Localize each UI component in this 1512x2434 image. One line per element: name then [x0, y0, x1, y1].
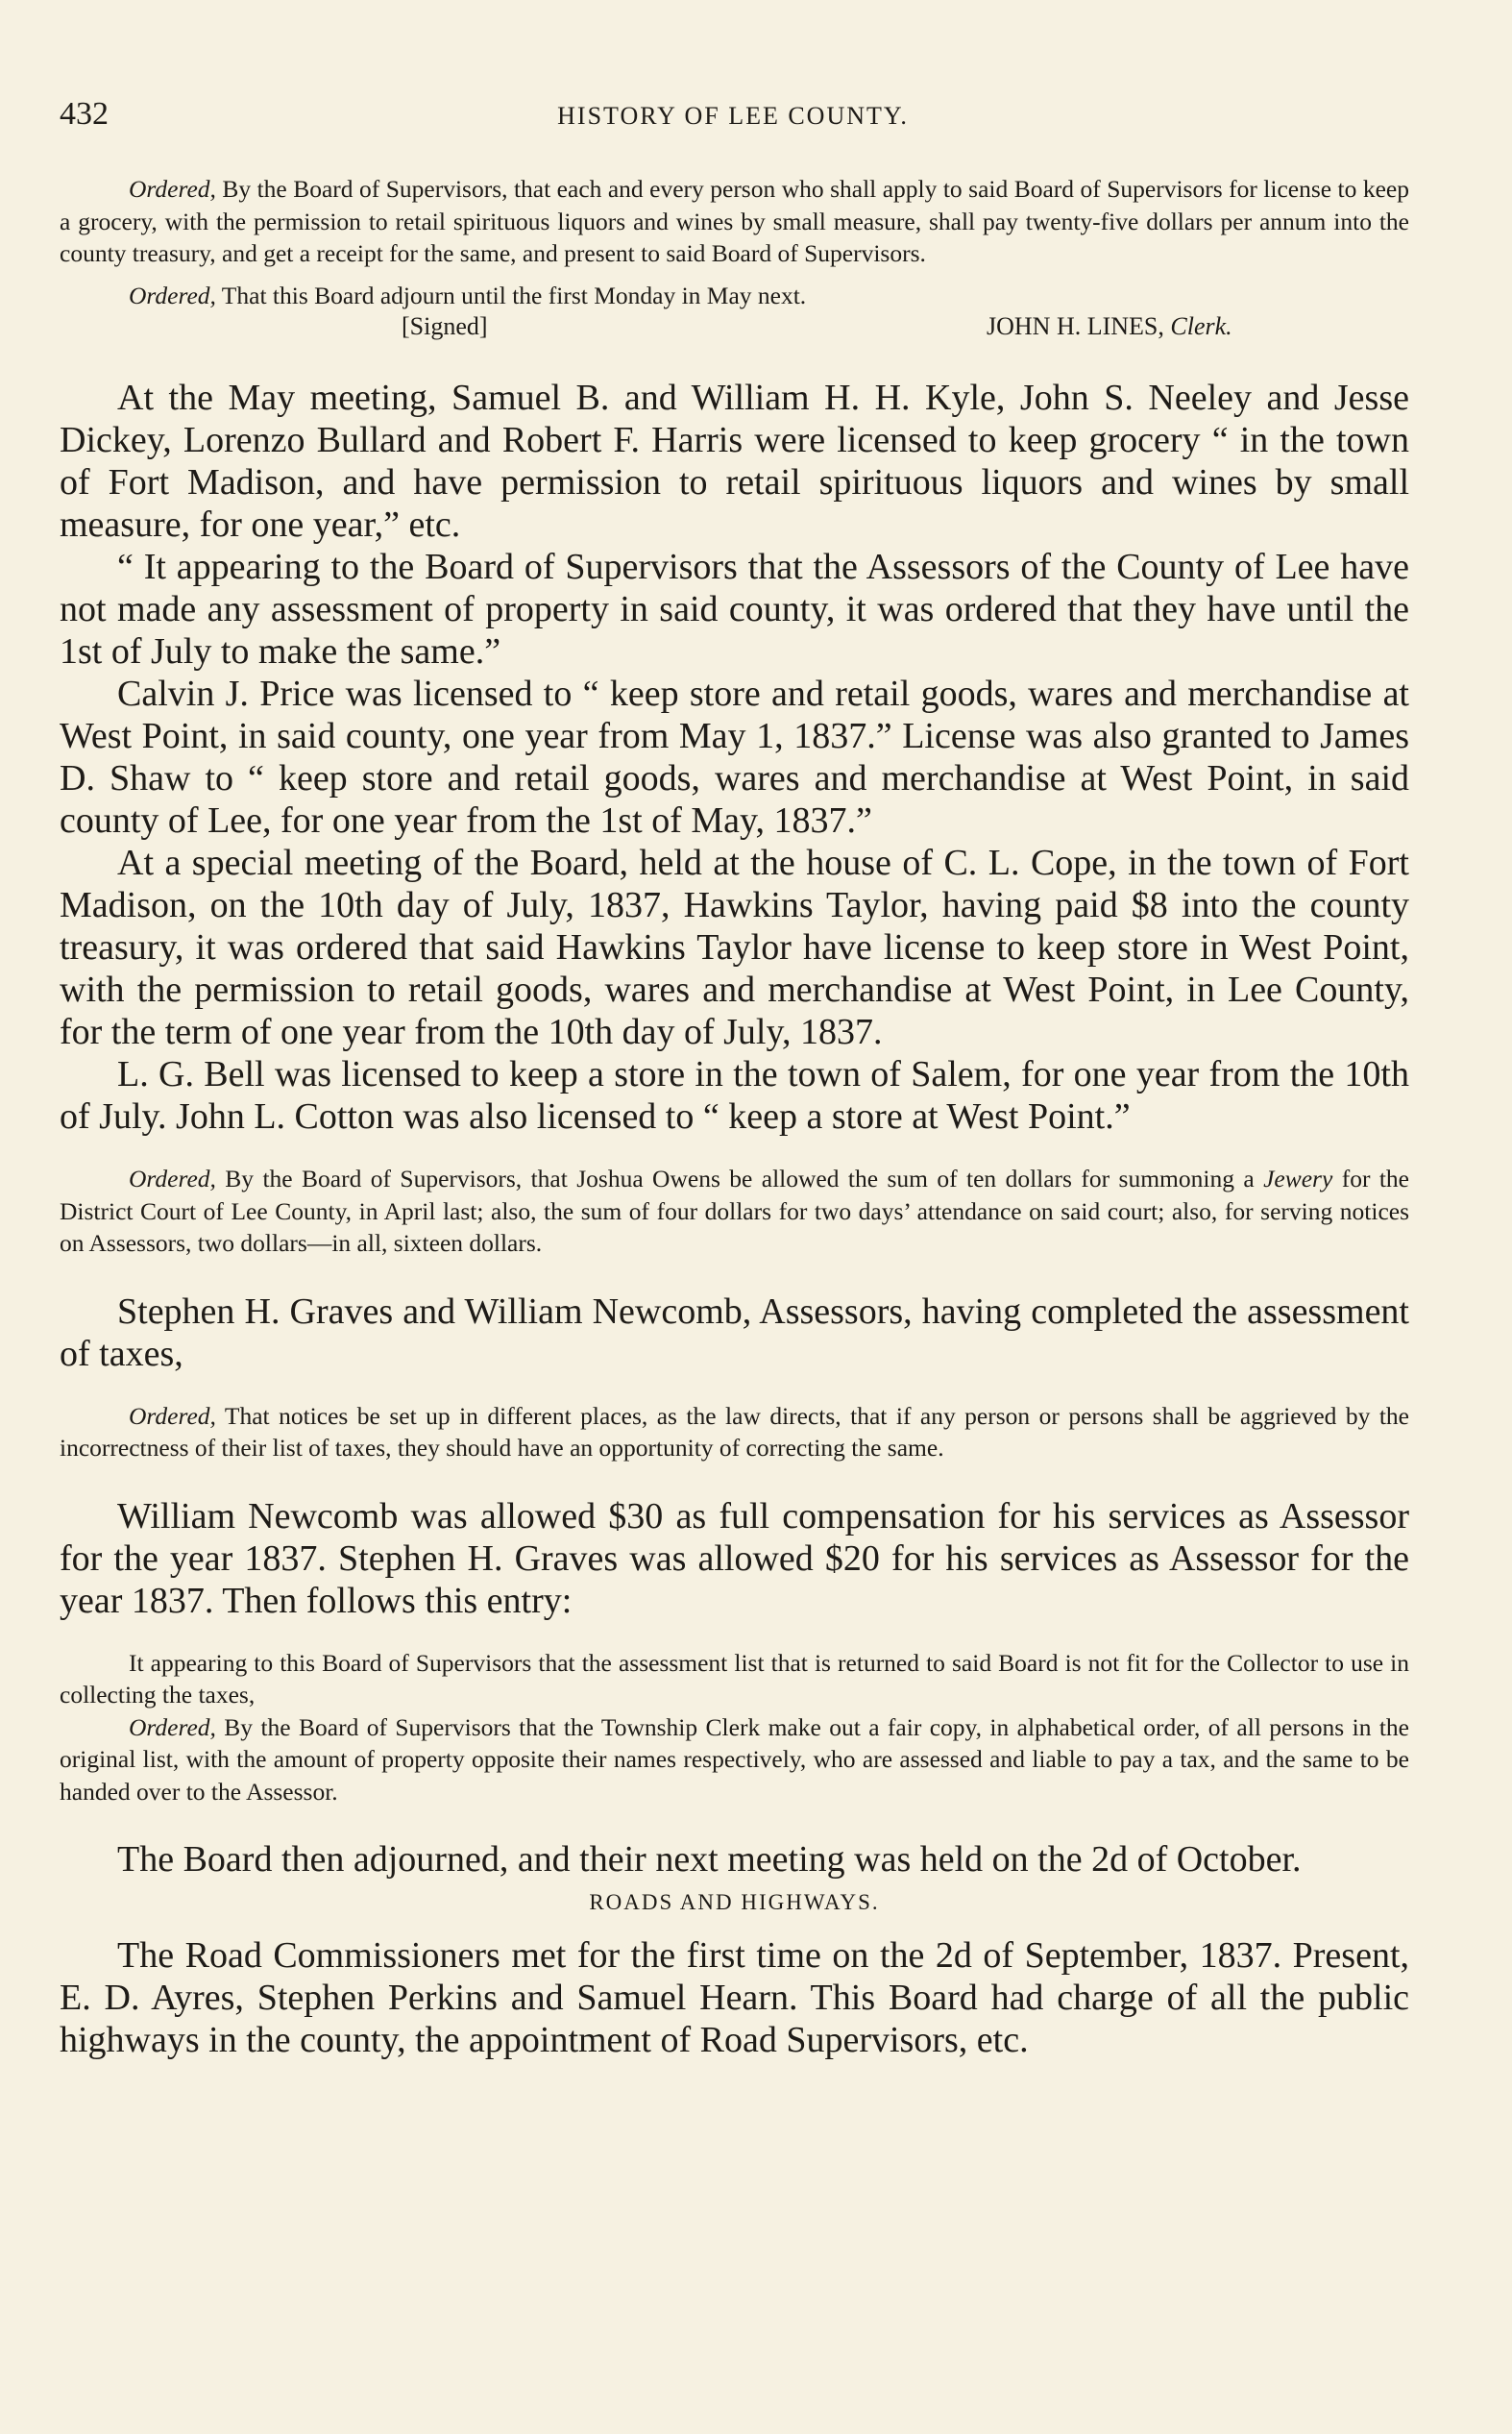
- order-notices: Ordered, That notices be set up in different places, as the law directs, that if any person or persons shall be aggrieved by the incorrectness of their list of taxes, they should have an opportunity of correcting the same.: [60, 1401, 1409, 1462]
- page-body: [60, 173, 1409, 2061]
- paragraph-assessment-list: It appearing to this Board of Supervisors that the assessment list that is returned to said Board is not fit for the Collector to use in collecting the taxes,: [60, 1648, 1409, 1709]
- ordered-lead: Ordered,: [129, 1401, 216, 1430]
- paragraph-special-meeting: At a special meeting of the Board, held at the house of C. L. Cope, in the town of Fort Madison, on the 10th day of July, 1837, Hawkins Taylor, having paid $8 into the county treasury, it was ordered that said Hawkins Taylor have license to keep store in West Point, with the permission to retail goods, wares and merchandise at West Point, in Lee County, for the term of one year from the 10th day of July, 1837.: [60, 843, 1409, 1052]
- paragraph-price-license: Calvin J. Price was licensed to “ keep store and retail goods, wares and merchandise at West Point, in said county, one year from May 1, 1837.” License was also granted to James D. Shaw to “ keep store and retail goods, wares and merchandise at West Point, in said county of Lee, for one year from the 1st of May, 1837.”: [60, 674, 1409, 841]
- paragraph-may-meeting: At the May meeting, Samuel B. and William H. H. Kyle, John S. Neeley and Jesse Dickey, Lorenzo Bullard and Robert F. Harris were licensed to keep grocery “ in the town of Fort Madison, and have permission to retail spirituous liquors and wines by small measure, for one year,” etc.: [60, 378, 1409, 545]
- signed-mark: [Signed]: [402, 312, 488, 340]
- paragraph-assessment: Stephen H. Graves and William Newcomb, Assessors, having completed the assessment of taxes,: [60, 1291, 1409, 1374]
- paragraph-adjourned: The Board then adjourned, and their next meeting was held on the 2d of October.: [117, 1839, 1302, 1880]
- page-number: 432: [60, 96, 109, 132]
- paragraph-assessors: “ It appearing to the Board of Supervisors that the Assessors of the County of Lee have not made any assessment of property in said county, it was ordered that they have until the 1st of July to make the same.”: [60, 547, 1409, 672]
- order-township-clerk: Ordered, By the Board of Supervisors that the Township Clerk make out a fair copy, in alphabetical order, of all persons in the original list, with the amount of property opposite their names respectively, who are assessed and liable to pay a tax, and the same to be handed over to the Assessor.: [60, 1712, 1409, 1806]
- ordered-lead: Ordered,: [129, 175, 216, 203]
- clerk-name: JOHN H. LINES, Clerk.: [987, 312, 1232, 340]
- ordered-lead: Ordered,: [129, 1712, 216, 1741]
- section-heading: ROADS AND HIGHWAYS.: [589, 1890, 880, 1914]
- paragraph-road-commissioners: The Road Commissioners met for the first time on the 2d of September, 1837. Present, E. D. Ayres, Stephen Perkins and Samuel Hearn. This Board had charge of all the public highways in the county, the appointment of Road Supervisors, etc.: [60, 1935, 1409, 2060]
- ordered-lead: Ordered,: [129, 1165, 216, 1192]
- paragraph-compensation: William Newcomb was allowed $30 as full compensation for his services as Assessor for the year 1837. Stephen H. Graves was allowed $20 for his services as Assessor for the year 1837. Then follows this entry:: [60, 1495, 1409, 1621]
- order-grocery-license: Ordered, By the Board of Supervisors, that each and every person who shall apply to said Board of Supervisors for license to keep a grocery, with the permission to retail spirituous liquors and wines by small measure, shall pay twenty-five dollars per annum into the county treasury, and get a receipt for the same, and present to said Board of Supervisors.: [60, 175, 1409, 267]
- page-header: [60, 96, 1406, 135]
- paragraph-bell-license: L. G. Bell was licensed to keep a store in the town of Salem, for one year from the 10th of July. John L. Cotton was also licensed to “ keep a store at West Point.”: [60, 1054, 1409, 1137]
- order-adjourn: Ordered, That this Board adjourn until the first Monday in May next.: [129, 281, 807, 309]
- clerk-signature: [60, 311, 1409, 344]
- ordered-lead: Ordered,: [129, 281, 216, 309]
- order-owens: Ordered, By the Board of Supervisors, that Joshua Owens be allowed the sum of ten dollars for summoning a Jewery for the District Court of Lee County, in April last; also, the sum of four dollars for two days’ attendance on said court; also, for serving notices on Assessors, two dollars—in all, sixteen dollars.: [60, 1165, 1409, 1257]
- running-title: HISTORY OF LEE COUNTY.: [557, 102, 909, 130]
